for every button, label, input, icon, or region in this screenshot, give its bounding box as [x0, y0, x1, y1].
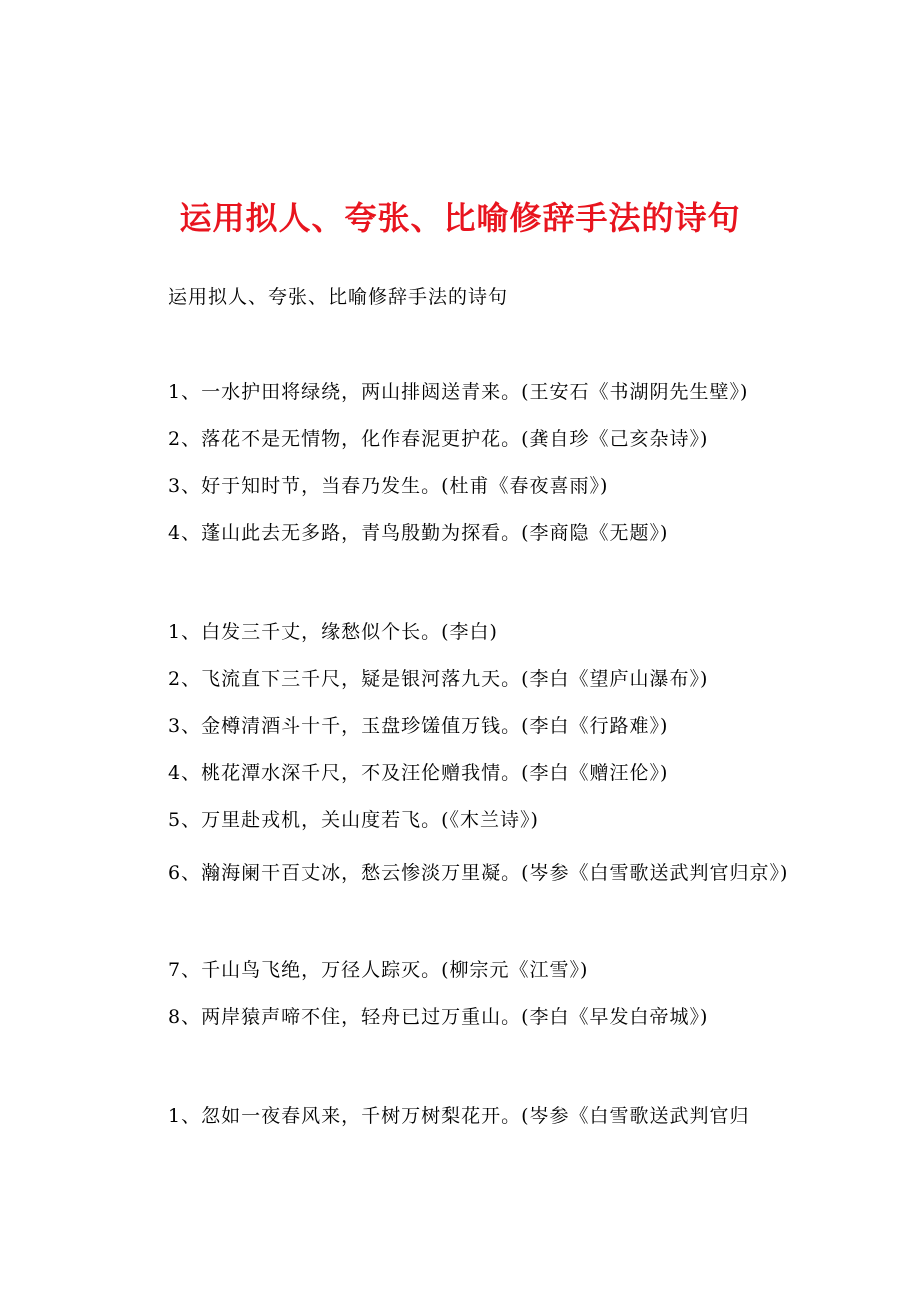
- poem-line: 8、两岸猿声啼不住，轻舟已过万重山。(李白《早发白帝城》): [168, 1006, 709, 1028]
- poem-line: 5、万里赴戎机，关山度若飞。(《木兰诗》): [168, 809, 539, 831]
- poem-line: 3、好于知时节，当春乃发生。(杜甫《春夜喜雨》): [168, 475, 609, 497]
- poem-line: 4、桃花潭水深千尺，不及汪伦赠我情。(李白《赠汪伦》): [168, 762, 669, 784]
- poem-line: 3、金樽清酒斗十千，玉盘珍馐值万钱。(李白《行路难》): [168, 715, 669, 737]
- poem-line: 1、一水护田将绿绕，两山排闼送青来。(王安石《书湖阴先生壁》): [168, 381, 749, 403]
- poem-line: 2、落花不是无情物，化作春泥更护花。(龚自珍《己亥杂诗》): [168, 428, 709, 450]
- poem-line-wrapped: 6、瀚海阑干百丈冰，愁云惨淡万里凝。(岑参《白雪歌送武判官归京》): [168, 862, 789, 884]
- document-title: 运用拟人、夸张、比喻修辞手法的诗句: [179, 199, 741, 237]
- poem-line: 1、忽如一夜春风来，千树万树梨花开。(岑参《白雪歌送武判官归: [168, 1105, 750, 1127]
- poem-line: 4、蓬山此去无多路，青鸟殷勤为探看。(李商隐《无题》): [168, 522, 669, 544]
- poem-line: 7、千山鸟飞绝，万径人踪灭。(柳宗元《江雪》): [168, 959, 589, 981]
- document-subtitle: 运用拟人、夸张、比喻修辞手法的诗句: [168, 286, 509, 308]
- poem-line: 1、白发三千丈，缘愁似个长。(李白): [168, 621, 498, 643]
- poem-line: 2、飞流直下三千尺，疑是银河落九天。(李白《望庐山瀑布》): [168, 668, 709, 690]
